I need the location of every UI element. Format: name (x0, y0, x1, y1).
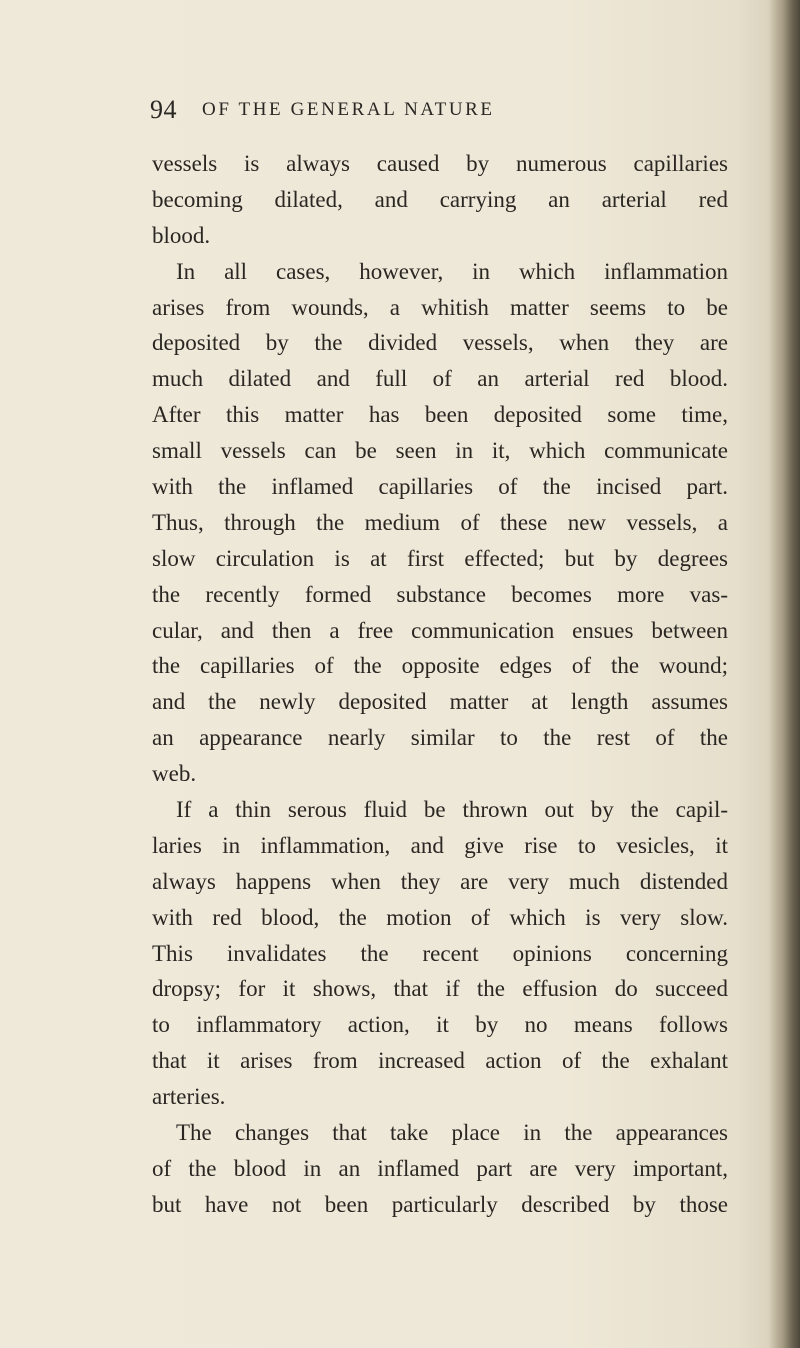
text-line: arteries. (152, 1084, 226, 1110)
text-line: This invalidates the recent opinions concerning (152, 940, 728, 966)
body-text (152, 146, 728, 1223)
text-line: of the blood in an inflamed part are very important, (152, 1155, 728, 1181)
text-line: vessels is always caused by numerous capillaries (152, 151, 728, 176)
text-line: In all cases, however, in which inflammation (176, 258, 728, 284)
text-line: arises from wounds, a whitish matter seems to be (152, 294, 728, 320)
text-line: dropsy; for it shows, that if the effusion do succeed (152, 976, 728, 1002)
text-line: After this matter has been deposited some time, (152, 402, 728, 428)
text-line: and the newly deposited matter at length assumes (152, 689, 728, 715)
page-binding-edge (768, 0, 800, 1348)
text-line: much dilated and full of an arterial red blood. (152, 366, 728, 392)
text-line: with the inflamed capillaries of the incised part. (152, 474, 728, 500)
page-header (150, 90, 630, 130)
text-line: but have not been particularly described by those (152, 1191, 728, 1217)
text-line: slow circulation is at first effected; but by degrees (152, 545, 728, 571)
text-line: to inflammatory action, it by no means follows (152, 1012, 728, 1038)
text-line: cular, and then a free communication ensues between (152, 617, 728, 643)
text-line: Thus, through the medium of these new vessels, a (152, 509, 728, 535)
text-line: with red blood, the motion of which is very slow. (152, 904, 728, 930)
text-line: blood. (152, 222, 211, 248)
text-line: deposited by the divided vessels, when they are (152, 330, 728, 356)
page-number: 94 (150, 95, 177, 124)
text-line: The changes that take place in the appearances (176, 1120, 728, 1146)
text-line: laries in inflammation, and give rise to vesicles, it (152, 832, 728, 858)
text-line: If a thin serous fluid be thrown out by the capil- (176, 797, 728, 823)
text-line: becoming dilated, and carrying an arterial red (152, 186, 728, 212)
text-line: always happens when they are very much distended (152, 868, 728, 894)
running-head: OF THE GENERAL NATURE (202, 99, 495, 120)
text-line: that it arises from increased action of the exhalant (152, 1048, 728, 1074)
text-line: web. (152, 761, 197, 787)
text-line: an appearance nearly similar to the rest of the (152, 725, 728, 751)
text-line: the capillaries of the opposite edges of the wound; (152, 653, 728, 679)
text-line: small vessels can be seen in it, which communicate (152, 438, 728, 464)
text-line: the recently formed substance becomes more vas- (152, 581, 728, 607)
